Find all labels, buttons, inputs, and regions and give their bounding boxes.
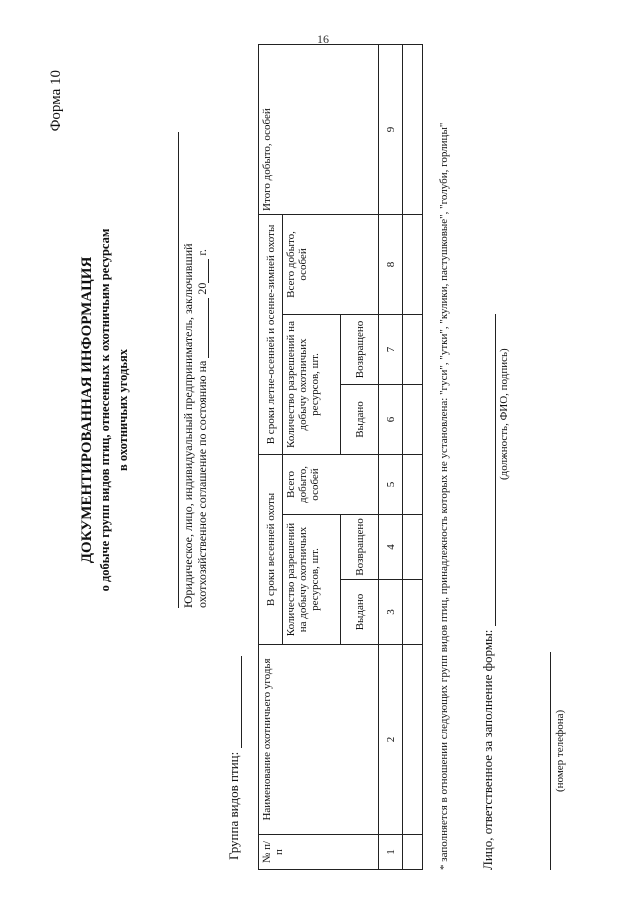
- rotated-form: [30, 60, 610, 870]
- col-number: 1: [379, 835, 403, 870]
- table-row-empty: [403, 44, 423, 869]
- entity-date-prefix: охотхозяйственное соглашение по состоянию на: [195, 360, 209, 608]
- bird-group-blank: [230, 656, 242, 748]
- table-row-column-numbers: [379, 44, 403, 869]
- col-number: 8: [379, 214, 403, 314]
- empty-cell[interactable]: [403, 454, 423, 514]
- entity-block: [178, 132, 209, 608]
- col-number: 5: [379, 454, 403, 514]
- header-summer-issued: Выдано: [341, 384, 379, 454]
- col-number: 7: [379, 314, 403, 384]
- entity-text-1: Юридическое, лицо, индивидуальный предприниматель, заключивший: [181, 243, 195, 608]
- header-spring-total: Всего добыто, особей: [283, 454, 379, 514]
- header-summer-total: Всего добыто, особей: [283, 214, 379, 314]
- header-num: № п/п: [259, 835, 379, 870]
- entity-fill-line: [178, 132, 180, 608]
- empty-cell[interactable]: [403, 384, 423, 454]
- empty-cell[interactable]: [403, 314, 423, 384]
- entity-year-suffix: г.: [195, 249, 209, 256]
- footnote: * заполняется в отношении следующих групп видов птиц, принадлежность которых не установлена: "гуси", "утки", "кулики, пастушковые", "голуби, горлицы": [438, 122, 450, 870]
- header-spring-season: В сроки весенней охоты: [259, 454, 283, 644]
- header-total-taken: Итого добыто, особей: [259, 44, 379, 214]
- title-line-2: о добыче групп видов птиц, отнесенных к охотничьим ресурсам: [98, 228, 112, 592]
- empty-cell[interactable]: [403, 214, 423, 314]
- col-number: 3: [379, 580, 403, 645]
- date-blank: [199, 298, 209, 358]
- entity-year: 20: [195, 282, 209, 295]
- report-table: [258, 44, 423, 870]
- document-title: [78, 110, 132, 710]
- bird-group-label: Группа видов птиц:: [226, 751, 241, 860]
- responsible-blank[interactable]: [484, 314, 496, 626]
- year-blank: [199, 259, 209, 283]
- header-land-name: Наименование охотничьего угодья: [259, 645, 379, 835]
- title-line-1: ДОКУМЕНТИРОВАННАЯ ИНФОРМАЦИЯ: [79, 256, 95, 564]
- bird-group-row: [226, 656, 242, 860]
- col-number: 6: [379, 384, 403, 454]
- col-number: 2: [379, 645, 403, 835]
- header-summer-permits: Количество разрешений на добычу охотничьих ресурсов, шт.: [283, 314, 341, 454]
- header-spring-returned: Возвращено: [341, 515, 379, 580]
- entity-text-2: [195, 132, 209, 608]
- empty-cell[interactable]: [403, 515, 423, 580]
- empty-cell[interactable]: [403, 44, 423, 214]
- header-summer-returned: Возвращено: [341, 314, 379, 384]
- col-number: 4: [379, 515, 403, 580]
- title-line-3: в охотничьих угодьях: [116, 349, 130, 471]
- form-label: Форма 10: [48, 70, 64, 132]
- header-spring-permits: Количество разрешений на добычу охотничьих ресурсов, шт.: [283, 515, 341, 645]
- col-number: 9: [379, 44, 403, 214]
- header-spring-issued: Выдано: [341, 580, 379, 645]
- phone-caption: (номер телефона): [554, 709, 566, 792]
- header-summer-season: В сроки летне-осенней и осенне-зимней охоты: [259, 214, 283, 454]
- empty-cell[interactable]: [403, 835, 423, 870]
- signature-caption: (должность, ФИО, подпись): [498, 348, 510, 480]
- empty-cell[interactable]: [403, 645, 423, 835]
- phone-fill-line[interactable]: [550, 652, 551, 870]
- responsible-label: Лицо, ответственное за заполнение формы:: [480, 629, 495, 870]
- empty-cell[interactable]: [403, 580, 423, 645]
- page-number: 16: [317, 32, 329, 46]
- responsible-row: [480, 314, 496, 870]
